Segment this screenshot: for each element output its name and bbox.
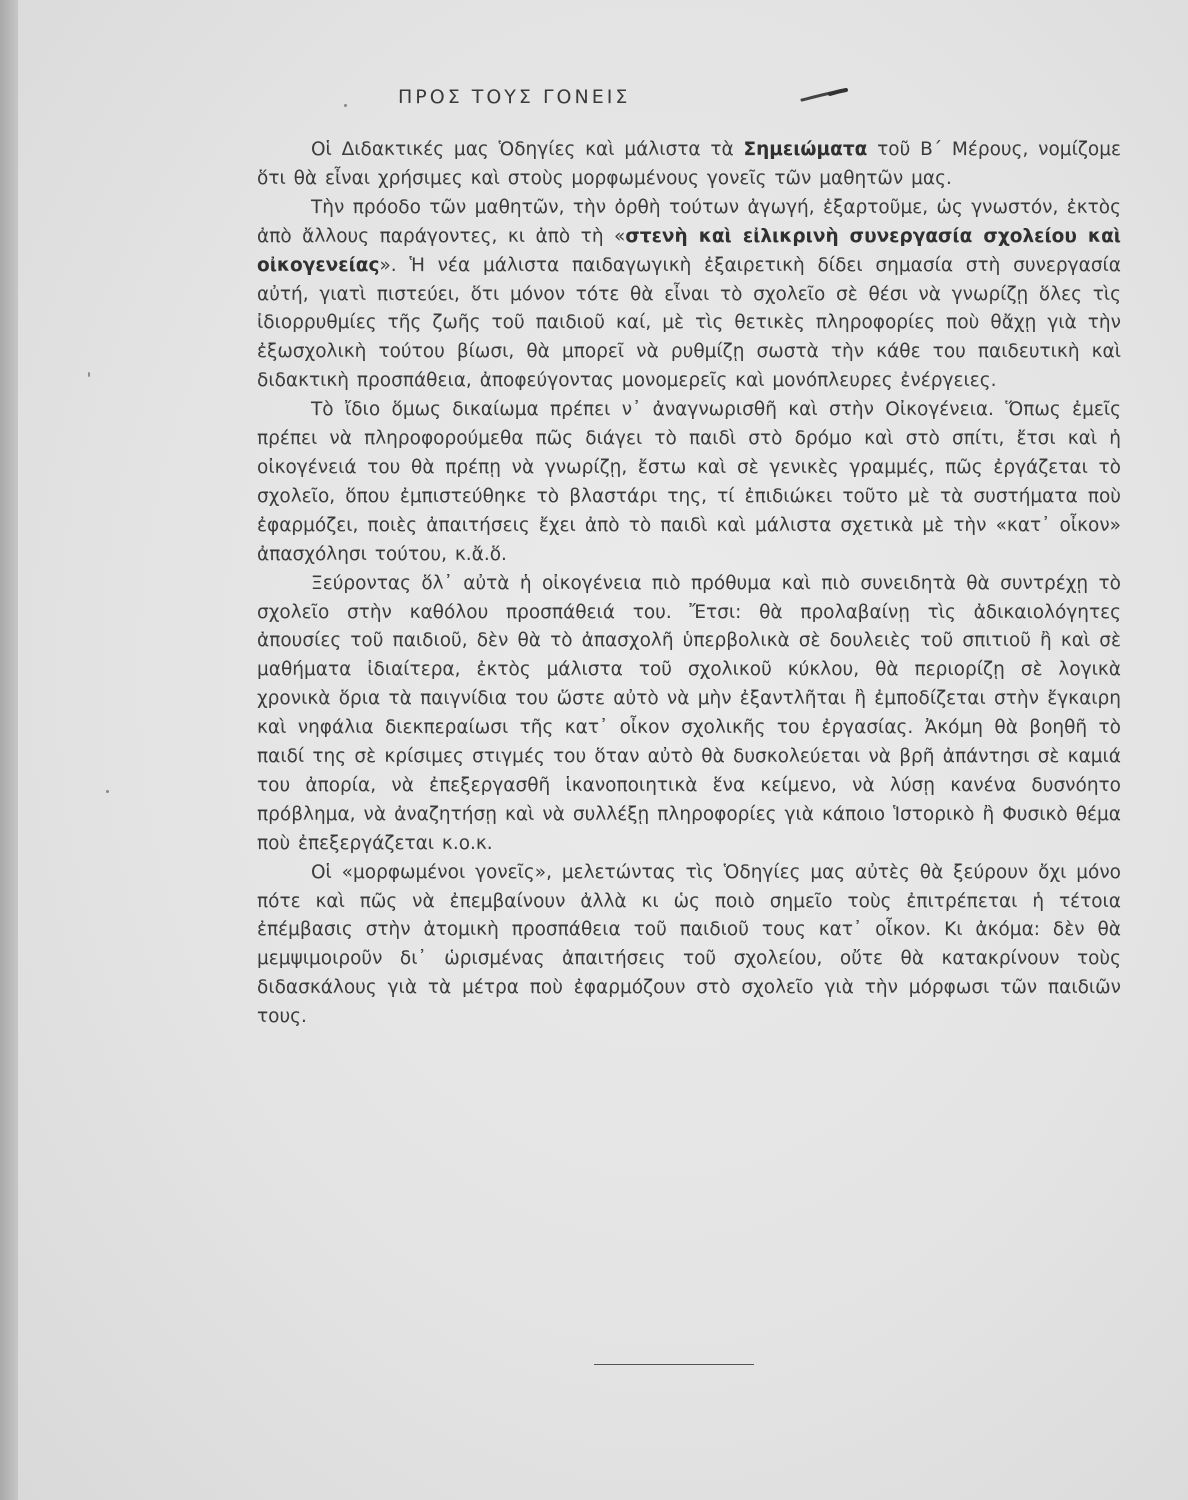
paragraph [257, 570, 1121, 859]
paragraph [257, 194, 1121, 396]
paragraph [257, 136, 1121, 194]
paragraph [257, 396, 1121, 569]
emphasis-text: στενὴ καὶ εἰλικρινὴ συνεργασία σχολείου καὶ οἰκογενείας [257, 225, 1121, 276]
text-run: ». Ἡ νέα μάλιστα παιδαγωγικὴ ἐξαιρετικὴ δίδει σημασία στὴ συνεργασία αὐτή, γιατὶ πιστεύει, ὅτι μόνον τότε θὰ εἶναι τὸ σχολεῖο σὲ θέσι νὰ γνωρίζῃ ὅλες τὶς ἰδιορρυθμίες τῆς ζωῆς τοῦ παιδιοῦ καί, μὲ τὶς θετικὲς πληροφορίες ποὺ θἄχῃ γιὰ τὴν ἐξωσχολικὴ τούτου βίωσι, θὰ μπορεῖ νὰ ρυθμίζῃ σωστὰ τὴν κάθε του παιδευτικὴ καὶ διδακτικὴ προσπάθεια, ἀποφεύγοντας μονομερεῖς καὶ μονόπλευρες ἐνέργειες. [257, 254, 1121, 392]
text-run: Ξεύροντας ὅλ᾽ αὐτὰ ἡ οἰκογένεια πιὸ πρόθυμα καὶ πιὸ συνειδητὰ θὰ συντρέχῃ τὸ σχολεῖο στὴν καθόλου προσπάθειά του. Ἔτσι: θὰ προλαβαίνῃ τὶς ἀδικαιολόγητες ἀπουσίες τοῦ παιδιοῦ, δὲν θὰ τὸ ἀπασχολῆ ὑπερβολικὰ σὲ δουλειὲς τοῦ σπιτιοῦ ἢ καὶ σὲ μαθήματα ἰδιαίτερα, ἐκτὸς μάλιστα τοῦ σχολικοῦ κύκλου, θὰ περιορίζῃ σὲ λογικὰ χρονικὰ ὅρια τὰ παιγνίδια του ὥστε αὐτὸ νὰ μὴν ἐξαντλῆται ἢ ἐμποδίζεται στὴν ἔγκαιρη καὶ νηφάλια διεκπεραίωσι τῆς κατ᾽ οἶκον σχολικῆς του ἐργασίας. Ἀκόμη θὰ βοηθῆ τὸ παιδί της σὲ κρίσιμες στιγμές του ὅταν αὐτὸ θὰ δυσκολεύεται νὰ βρῆ ἀπάντησι σὲ καμιά του ἀπορία, νὰ ἐπεξεργασθῆ ἱκανοποιητικὰ ἕνα κείμενο, νὰ λύσῃ κανένα δυσνόητο πρόβλημα, νὰ ἀναζητήσῃ καὶ νὰ συλλέξῃ πληροφορίες γιὰ κάποιο Ἱστορικὸ ἢ Φυσικὸ θέμα ποὺ ἐπεξεργάζεται κ.ο.κ. [257, 572, 1121, 854]
paper-speck [344, 104, 347, 107]
text-run: Οἱ Διδακτικές μας Ὁδηγίες καὶ μάλιστα τὰ [311, 139, 744, 160]
paragraph [257, 859, 1121, 1032]
body-text [257, 136, 1121, 1032]
text-run: τοῦ Β΄ Μέρους, νομίζομε ὅτι θὰ εἶναι χρήσιμες καὶ στοὺς μορφωμένους γονεῖς τῶν μαθητῶν μας. [257, 139, 1121, 189]
book-gutter [0, 0, 18, 1500]
pen-mark-icon [800, 88, 848, 102]
closing-rule [594, 1364, 754, 1365]
paper-speck [106, 790, 109, 793]
text-run: Οἱ «μορφωμένοι γονεῖς», μελετώντας τὶς Ὁδηγίες μας αὐτὲς θὰ ξεύρουν ὄχι μόνο πότε καὶ πῶς νὰ ἐπεμβαίνουν ἀλλὰ κι ὡς ποιὸ σημεῖο τοὺς ἐπιτρέπεται ἡ τέτοια ἐπέμβασις στὴν ἀτομικὴ προσπάθεια τοῦ παιδιοῦ τους κατ᾽ οἶκον. Κι ἀκόμα: δὲν θὰ μεμψιμοιροῦν δι᾽ ὡρισμένας ἀπαιτήσεις τοῦ σχολείου, οὔτε θὰ κατακρίνουν τοὺς διδασκάλους γιὰ τὰ μέτρα ποὺ ἐφαρμόζουν στὸ σχολεῖο γιὰ τὴν μόρφωσι τῶν παιδιῶν τους. [257, 861, 1121, 1028]
paper-speck [88, 372, 90, 377]
emphasis-text: Σημειώματα [743, 139, 868, 160]
text-run: Τὸ ἴδιο ὅμως δικαίωμα πρέπει ν᾽ ἀναγνωρισθῆ καὶ στὴν Οἰκογένεια. Ὅπως ἐμεῖς πρέπει νὰ πληροφορούμεθα πῶς διάγει τὸ παιδὶ στὸ δρόμο καὶ στὸ σπίτι, ἔτσι καὶ ἡ οἰκογένειά του θὰ πρέπῃ νὰ γνωρίζῃ, ἔστω καὶ σὲ γενικὲς γραμμές, πῶς ἐργάζεται τὸ σχολεῖο, ὅπου ἐμπιστεύθηκε τὸ βλαστάρι της, τί ἐπιδιώκει τοῦτο μὲ τὰ συστήματα ποὺ ἐφαρμόζει, ποιὲς ἀπαιτήσεις ἔχει ἀπὸ τὸ παιδὶ καὶ μάλιστα σχετικὰ μὲ τὴν «κατ᾽ οἶκον» ἀπασχόλησι τούτου, κ.ἄ.ὅ. [257, 399, 1121, 565]
page-heading: ΠΡΟΣ ΤΟΥΣ ΓΟΝΕΙΣ [398, 86, 631, 108]
text-run: Τὴν πρόοδο τῶν μαθητῶν, τὴν ὀρθὴ τούτων ἀγωγή, ἐξαρτοῦμε, ὡς γνωστόν, ἐκτὸς ἀπὸ ἄλλους παράγοντες, κι ἀπὸ τὴ « [257, 196, 1121, 247]
